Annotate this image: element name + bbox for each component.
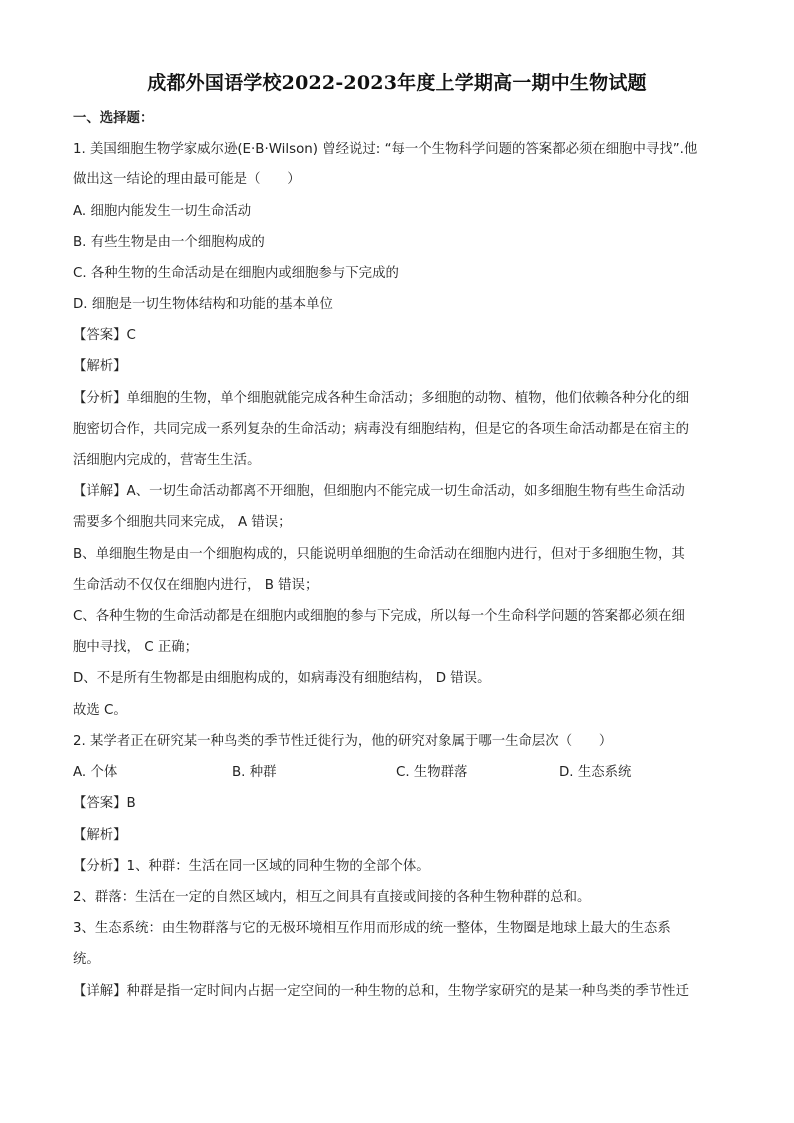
q1-answer: 【答案】C [73, 328, 136, 343]
q1-xiangjie-line-6: 胞中寻找， C 正确； [73, 640, 198, 655]
q1-xiangjie-line-2: 需要多个细胞共同来完成， A 错误； [73, 515, 292, 530]
q2-fenxi-line-4: 统。 [73, 952, 100, 967]
q2-option-d: D. 生态系统 [559, 765, 632, 780]
q1-fenxi-line-3: 活细胞内完成的，营寄生生活。 [73, 453, 261, 468]
q1-option-b: B. 有些生物是由一个细胞构成的 [73, 235, 265, 250]
q1-xiangjie-line-7: D、不是所有生物都是由细胞构成的，如病毒没有细胞结构， D 错误。 [73, 671, 491, 686]
q2-fenxi-line-3: 3、生态系统：由生物群落与它的无极环境相互作用而形成的统一整体，生物圈是地球上最大的生态系 [73, 921, 671, 936]
q2-option-c: C. 生物群落 [396, 765, 468, 780]
q1-xiangjie-line-4: 生命活动不仅仅在细胞内进行， B 错误； [73, 578, 319, 593]
page-title: 成都外国语学校2022-2023年度上学期高一期中生物试题 [147, 72, 647, 94]
q2-fenxi-line-1: 【分析】1、种群：生活在同一区域的同种生物的全部个体。 [73, 859, 430, 874]
q1-analysis-label: 【解析】 [73, 359, 127, 374]
q1-stem-line-2: 做出这一结论的理由最可能是（ ） [73, 172, 301, 187]
q1-option-c: C. 各种生物的生命活动是在细胞内或细胞参与下完成的 [73, 266, 399, 281]
q1-option-a: A. 细胞内能发生一切生命活动 [73, 204, 252, 219]
q1-fenxi-line-1: 【分析】单细胞的生物，单个细胞就能完成各种生命活动；多细胞的动物、植物，他们依赖各种分化的细 [73, 391, 689, 406]
q2-option-b: B. 种群 [232, 765, 277, 780]
q2-analysis-label: 【解析】 [73, 828, 127, 843]
q1-conclusion: 故选 C。 [73, 703, 127, 718]
q2-option-a: A. 个体 [73, 765, 118, 780]
q2-fenxi-line-2: 2、群落：生活在一定的自然区域内，相互之间具有直接或间接的各种生物种群的总和。 [73, 890, 591, 905]
q1-xiangjie-line-3: B、单细胞生物是由一个细胞构成的，只能说明单细胞的生命活动在细胞内进行，但对于多细胞生物，其 [73, 547, 685, 562]
section-heading: 一、选择题： [73, 111, 154, 126]
q1-xiangjie-line-5: C、各种生物的生命活动都是在细胞内或细胞的参与下完成，所以每一个生命科学问题的答案都必须在细 [73, 609, 685, 624]
q2-answer: 【答案】B [73, 796, 136, 811]
q1-option-d: D. 细胞是一切生物体结构和功能的基本单位 [73, 297, 333, 312]
q2-xiangjie-line-1: 【详解】种群是指一定时间内占据一定空间的一种生物的总和，生物学家研究的是某一种鸟类的季节性迁 [73, 984, 689, 999]
q1-xiangjie-line-1: 【详解】A、一切生命活动都离不开细胞，但细胞内不能完成一切生命活动，如多细胞生物有些生命活动 [73, 484, 685, 499]
q2-stem: 2. 某学者正在研究某一种鸟类的季节性迁徙行为，他的研究对象属于哪一生命层次（ ） [73, 734, 613, 749]
q1-stem-line-1: 1. 美国细胞生物学家威尔逊(E·B·Wilson) 曾经说过: “每一个生物科学问题的答案都必须在细胞中寻找”.他 [73, 142, 698, 157]
q1-fenxi-line-2: 胞密切合作，共同完成一系列复杂的生命活动；病毒没有细胞结构，但是它的各项生命活动都是在宿主的 [73, 422, 689, 437]
